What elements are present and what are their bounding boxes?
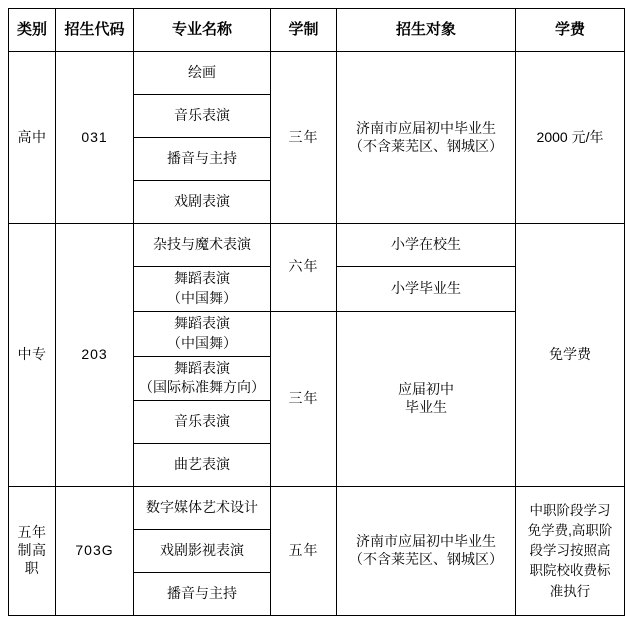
category-line-2: 制高 — [17, 542, 47, 559]
table-header — [9, 9, 625, 52]
cell-target-primary-graduate: 小学毕业生 — [337, 267, 516, 312]
major-line-1: 杂技与魔术表演 — [153, 236, 251, 253]
major-line-2: （中国舞） — [167, 289, 237, 306]
header-admission-target: 招生对象 — [337, 9, 516, 52]
cell-major: 戏剧表演 — [134, 181, 271, 224]
cell-major — [134, 267, 271, 312]
cell-target-highschool — [337, 52, 516, 224]
cell-major — [134, 311, 271, 356]
target-line-1: 应届初中 — [398, 381, 454, 398]
cell-code-five-year-vocational: 703G — [56, 487, 134, 616]
major-line-1: 舞蹈表演 — [174, 270, 230, 286]
cell-major — [134, 224, 271, 267]
cell-major: 播音与主持 — [134, 573, 271, 616]
cell-major: 戏剧影视表演 — [134, 530, 271, 573]
header-category: 类别 — [9, 9, 56, 52]
cell-category-five-year-vocational — [9, 487, 56, 616]
fee-line-5: 准执行 — [549, 583, 591, 599]
major-line-2: （国际标准舞方向） — [139, 379, 265, 396]
fee-line-3: 段学习按照高 — [529, 543, 611, 559]
table-row — [9, 224, 625, 267]
cell-major — [134, 444, 271, 487]
major-line-1: 舞蹈表演 — [174, 359, 230, 376]
cell-major: 绘画 — [134, 52, 271, 95]
cell-major: 播音与主持 — [134, 138, 271, 181]
cell-category-secondary: 中专 — [9, 224, 56, 487]
fee-line-4: 职院校收费标 — [529, 563, 611, 579]
target-line-2: （不含莱芜区、钢城区） — [349, 137, 503, 154]
cell-length-six-years: 六年 — [271, 224, 337, 312]
target-line-2: （不含莱芜区、钢城区） — [349, 551, 503, 568]
cell-major — [134, 356, 271, 401]
category-line-1: 五年 — [17, 524, 47, 541]
header-row — [9, 9, 625, 52]
cell-fee-highschool: 2000 元/年 — [516, 52, 625, 224]
major-line-1: 音乐表演 — [174, 413, 230, 430]
header-major-name: 专业名称 — [134, 9, 271, 52]
target-line-1: 济南市应届初中毕业生 — [356, 533, 496, 550]
category-line-3: 职 — [24, 560, 40, 577]
major-line-1: 曲艺表演 — [174, 456, 230, 473]
cell-length-three-years: 三年 — [271, 311, 337, 487]
header-admission-code: 招生代码 — [56, 9, 134, 52]
cell-category-highschool: 高中 — [9, 52, 56, 224]
cell-major: 数字媒体艺术设计 — [134, 487, 271, 530]
cell-fee-secondary: 免学费 — [516, 224, 625, 487]
cell-target-five-year-vocational — [337, 487, 516, 616]
fee-line-1: 中职阶段学习 — [529, 502, 611, 518]
cell-code-secondary: 203 — [56, 224, 134, 487]
cell-length-highschool: 三年 — [271, 52, 337, 224]
table-row — [9, 52, 625, 95]
major-line-2: （中国舞） — [167, 334, 237, 351]
header-tuition: 学费 — [516, 9, 625, 52]
table-body — [9, 52, 625, 616]
target-line-1: 济南市应届初中毕业生 — [356, 119, 496, 136]
cell-target-primary-in-school: 小学在校生 — [337, 224, 516, 267]
major-line-1: 舞蹈表演 — [174, 314, 230, 331]
fee-line-2: 免学费,高职阶 — [527, 522, 613, 538]
table-row — [9, 487, 625, 530]
cell-major — [134, 401, 271, 444]
cell-target-junior-graduate — [337, 311, 516, 487]
cell-major: 音乐表演 — [134, 95, 271, 138]
cell-fee-five-year-vocational — [516, 487, 625, 616]
cell-length-five-years: 五年 — [271, 487, 337, 616]
enrollment-table — [8, 8, 625, 616]
target-line-2: 毕业生 — [405, 399, 447, 415]
cell-code-highschool: 031 — [56, 52, 134, 224]
header-program-length: 学制 — [271, 9, 337, 52]
